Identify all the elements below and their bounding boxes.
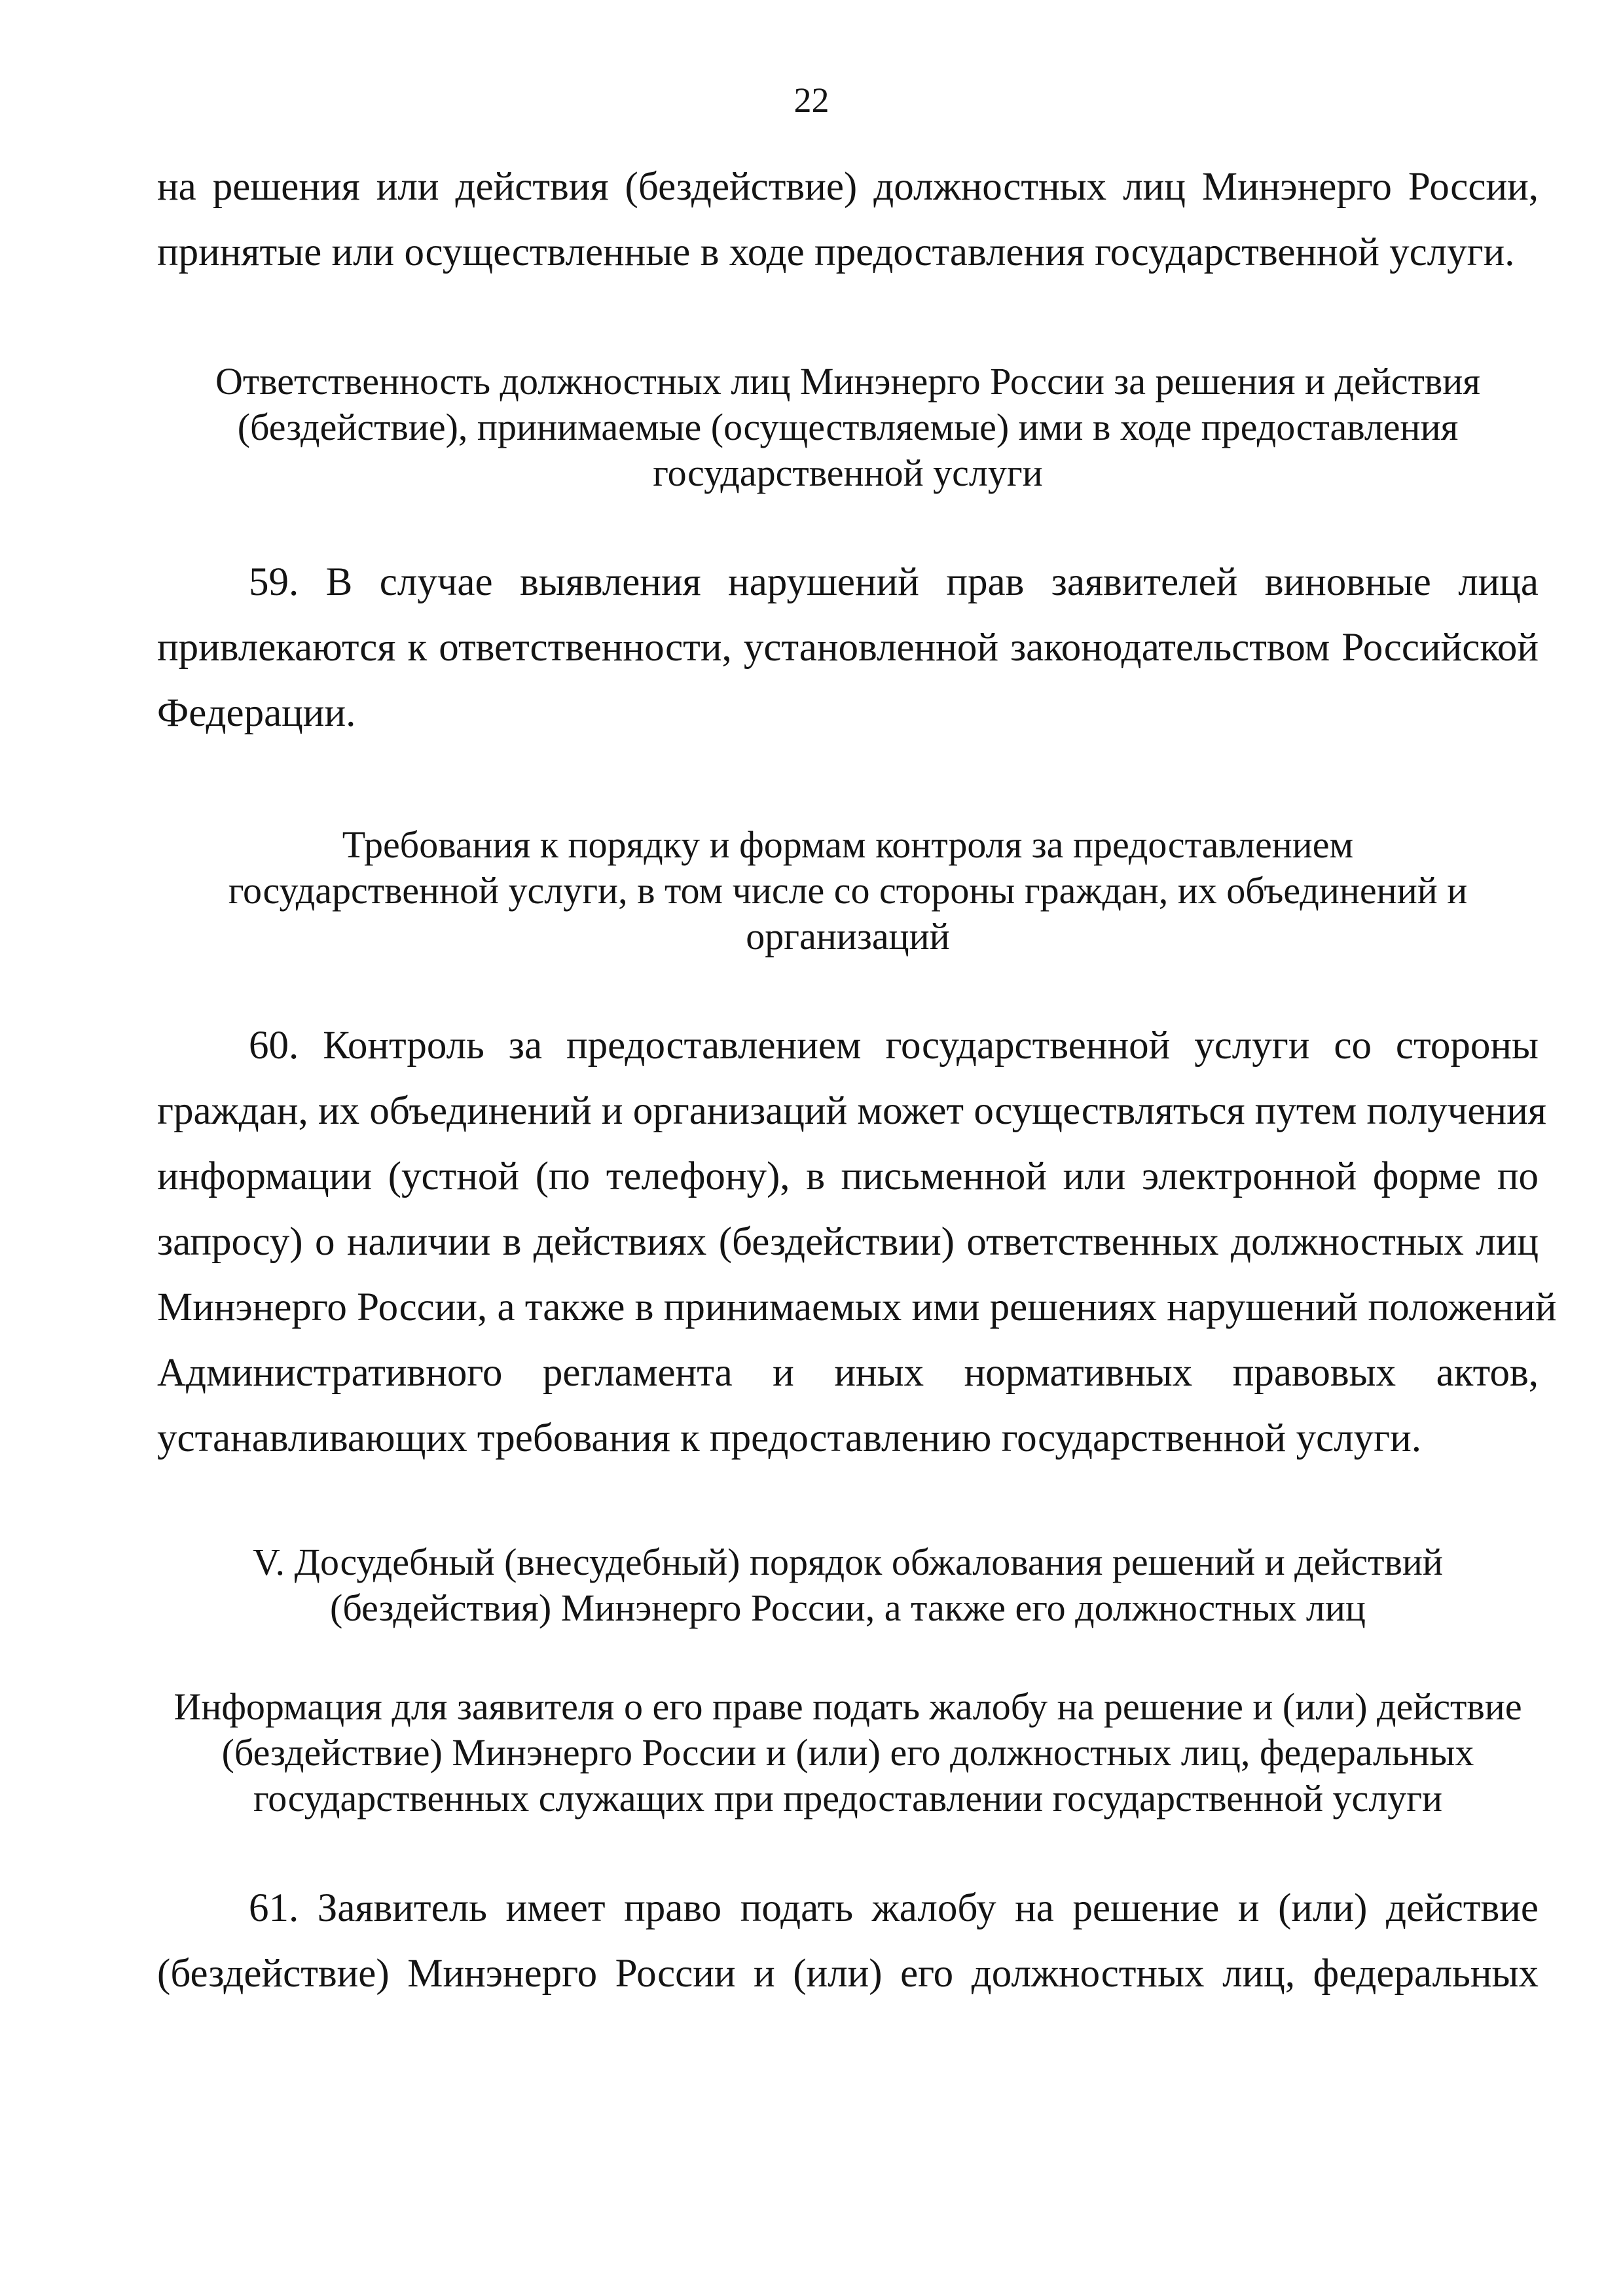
continuation-paragraph [157, 154, 1539, 285]
text-line: граждан, их объединений и организаций может осуществляться путем получения [157, 1089, 1546, 1133]
heading-line: Требования к порядку и формам контроля за предоставлением [342, 823, 1354, 866]
heading-line: (бездействие), принимаемые (осуществляемые) ими в ходе предоставления [237, 406, 1459, 448]
heading-line: Информация для заявителя о его праве подать жалобу на решение и (или) действие [173, 1685, 1522, 1728]
paragraph-59 [157, 550, 1539, 746]
text-line: Административного регламента и иных нормативных правовых актов, [157, 1351, 1539, 1395]
heading-line: Ответственность должностных лиц Минэнерго России за решения и действия [215, 360, 1480, 403]
heading-line: (бездействие) Минэнерго России и (или) его должностных лиц, федеральных [221, 1731, 1474, 1774]
text-line: 61. Заявитель имеет право подать жалобу на решение и (или) действие [249, 1886, 1539, 1930]
text-line: 59. В случае выявления нарушений прав заявителей виновные лица [249, 560, 1539, 604]
text-line: запросу) о наличии в действиях (бездействии) ответственных должностных лиц [157, 1220, 1539, 1264]
text-line: принятые или осуществленные в ходе предоставления государственной услуги. [157, 230, 1515, 274]
heading-line: (бездействия) Минэнерго России, а также его должностных лиц [330, 1587, 1366, 1629]
text-line: привлекаются к ответственности, установленной законодательством Российской [157, 626, 1539, 670]
heading-line: организаций [746, 915, 950, 958]
text-line: (бездействие) Минэнерго России и (или) его должностных лиц, федеральных [157, 1952, 1539, 1996]
page-number: 22 [793, 81, 830, 120]
heading-line: государственной услуги [653, 452, 1043, 494]
text-line: Федерации. [157, 691, 356, 735]
text-line: 60. Контроль за предоставлением государственной услуги со стороны [249, 1024, 1539, 1067]
heading-control [157, 822, 1539, 960]
section-v-heading [157, 1539, 1539, 1631]
heading-responsibility [157, 359, 1539, 496]
heading-line: государственных служащих при предоставлении государственной услуги [253, 1777, 1443, 1820]
heading-line: V. Досудебный (внесудебный) порядок обжалования решений и действий [253, 1541, 1443, 1583]
paragraph-60 [157, 1013, 1557, 1471]
text-line: устанавливающих требования к предоставлению государственной услуги. [157, 1416, 1422, 1460]
heading-information [157, 1684, 1539, 1821]
heading-line: государственной услуги, в том числе со стороны граждан, их объединений и [228, 869, 1468, 912]
text-line: Минэнерго России, а также в принимаемых ими решениях нарушений положений [157, 1285, 1557, 1329]
text-line: на решения или действия (бездействие) должностных лиц Минэнерго России, [157, 165, 1539, 209]
text-line: информации (устной (по телефону), в письменной или электронной форме по [157, 1155, 1539, 1198]
paragraph-61 [157, 1876, 1539, 2007]
